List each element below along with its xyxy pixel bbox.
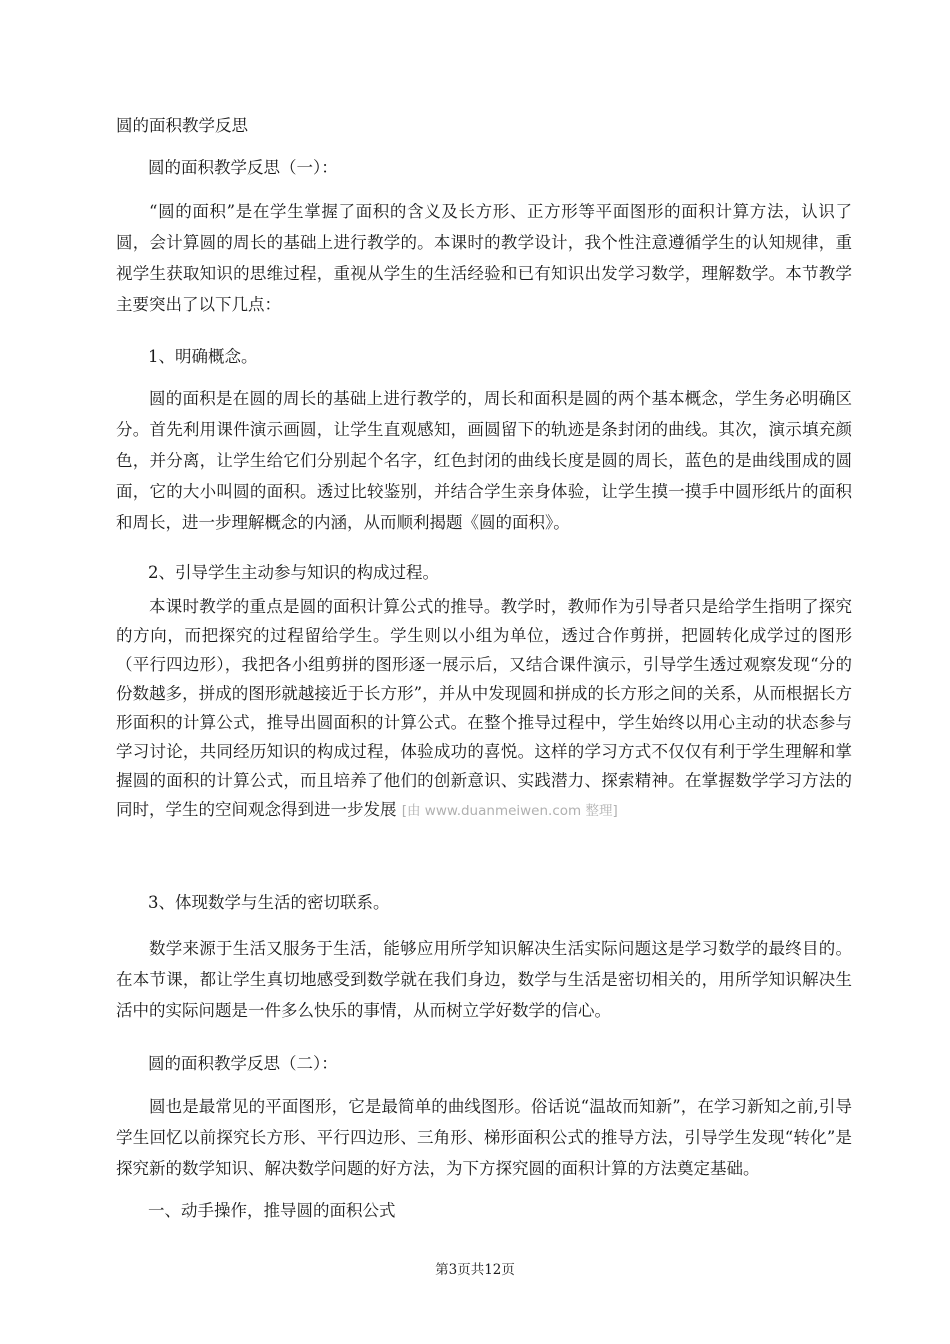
document-title: 圆的面积教学反思: [116, 116, 248, 135]
section-heading-1: 圆的面积教学反思（一）：: [148, 158, 338, 177]
page-number: 第3页共12页: [435, 1262, 515, 1278]
paragraph-review: 圆也是最常见的平面图形，它是最简单的曲线图形。俗话说“温故而知新”，在学习新知之前,引导学生回忆以前探究长方形、平行四边形、三角形、梯形面积公式的推导方法，引导学生发现“转化”是探究新的数学知识、解决数学问题的好方法，为下方探究圆的面积计算的方法奠定基础。: [116, 1097, 852, 1178]
section-heading-2: 圆的面积教学反思（二）：: [148, 1054, 338, 1073]
point-heading-2: 2、引导学生主动参与知识的构成过程。: [148, 563, 439, 582]
paragraph-intro: “圆的面积”是在学生掌握了面积的含义及长方形、正方形等平面图形的面积计算方法，认识了圆，会计算圆的周长的基础上进行教学的。本课时的教学设计，我个性注意遵循学生的认知规律，重视学生获取知识的思维过程，重视从学生的生活经验和已有知识出发学习数学，理解数学。本节教学主要突出了以下几点：: [116, 202, 852, 314]
source-note: [由 www.duanmeiwen.com 整理]: [401, 803, 618, 819]
paragraph-derivation: [116, 592, 852, 826]
paragraph-life-connection: 数学来源于生活又服务于生活，能够应用所学知识解决生活实际问题这是学习数学的最终目的。在本节课，都让学生真切地感受到数学就在我们身边，数学与生活是密切相关的，用所学知识解决生活中的实际问题是一件多么快乐的事情，从而树立学好数学的信心。: [116, 939, 852, 1020]
paragraph-concept: 圆的面积是在圆的周长的基础上进行教学的，周长和面积是圆的两个基本概念，学生务必明确区分。首先利用课件演示画圆，让学生直观感知，画圆留下的轨迹是条封闭的曲线。其次，演示填充颜色，并分离，让学生给它们分别起个名字，红色封闭的曲线长度是圆的周长，蓝色的是曲线围成的圆面，它的大小叫圆的面积。透过比较鉴别，并结合学生亲身体验，让学生摸一摸手中圆形纸片的面积和周长，进一步理解概念的内涵，从而顺利揭题《圆的面积》。: [116, 389, 852, 532]
subsection-heading: 一、动手操作，推导圆的面积公式: [148, 1201, 396, 1220]
point-heading-1: 1、明确概念。: [148, 347, 258, 366]
point-heading-3: 3、体现数学与生活的密切联系。: [148, 893, 390, 912]
paragraph-derivation-text: 本课时教学的重点是圆的面积计算公式的推导。教学时，教师作为引导者只是给学生指明了探究的方向，而把探究的过程留给学生。学生则以小组为单位，透过合作剪拼，把圆转化成学过的图形（平行四边形），我把各小组剪拼的图形逐一展示后，又结合课件演示，引导学生透过观察发现“分的份数越多，拼成的图形就越接近于长方形”，并从中发现圆和拼成的长方形之间的关系，从而根据长方形面积的计算公式，推导出圆面积的计算公式。在整个推导过程中，学生始终以用心主动的状态参与学习讨论，共同经历知识的构成过程，体验成功的喜悦。这样的学习方式不仅仅有利于学生理解和掌握圆的面积的计算公式，而且培养了他们的创新意识、实践潜力、探索精神。在掌握数学学习方法的同时，学生的空间观念得到进一步发展: [116, 597, 852, 819]
